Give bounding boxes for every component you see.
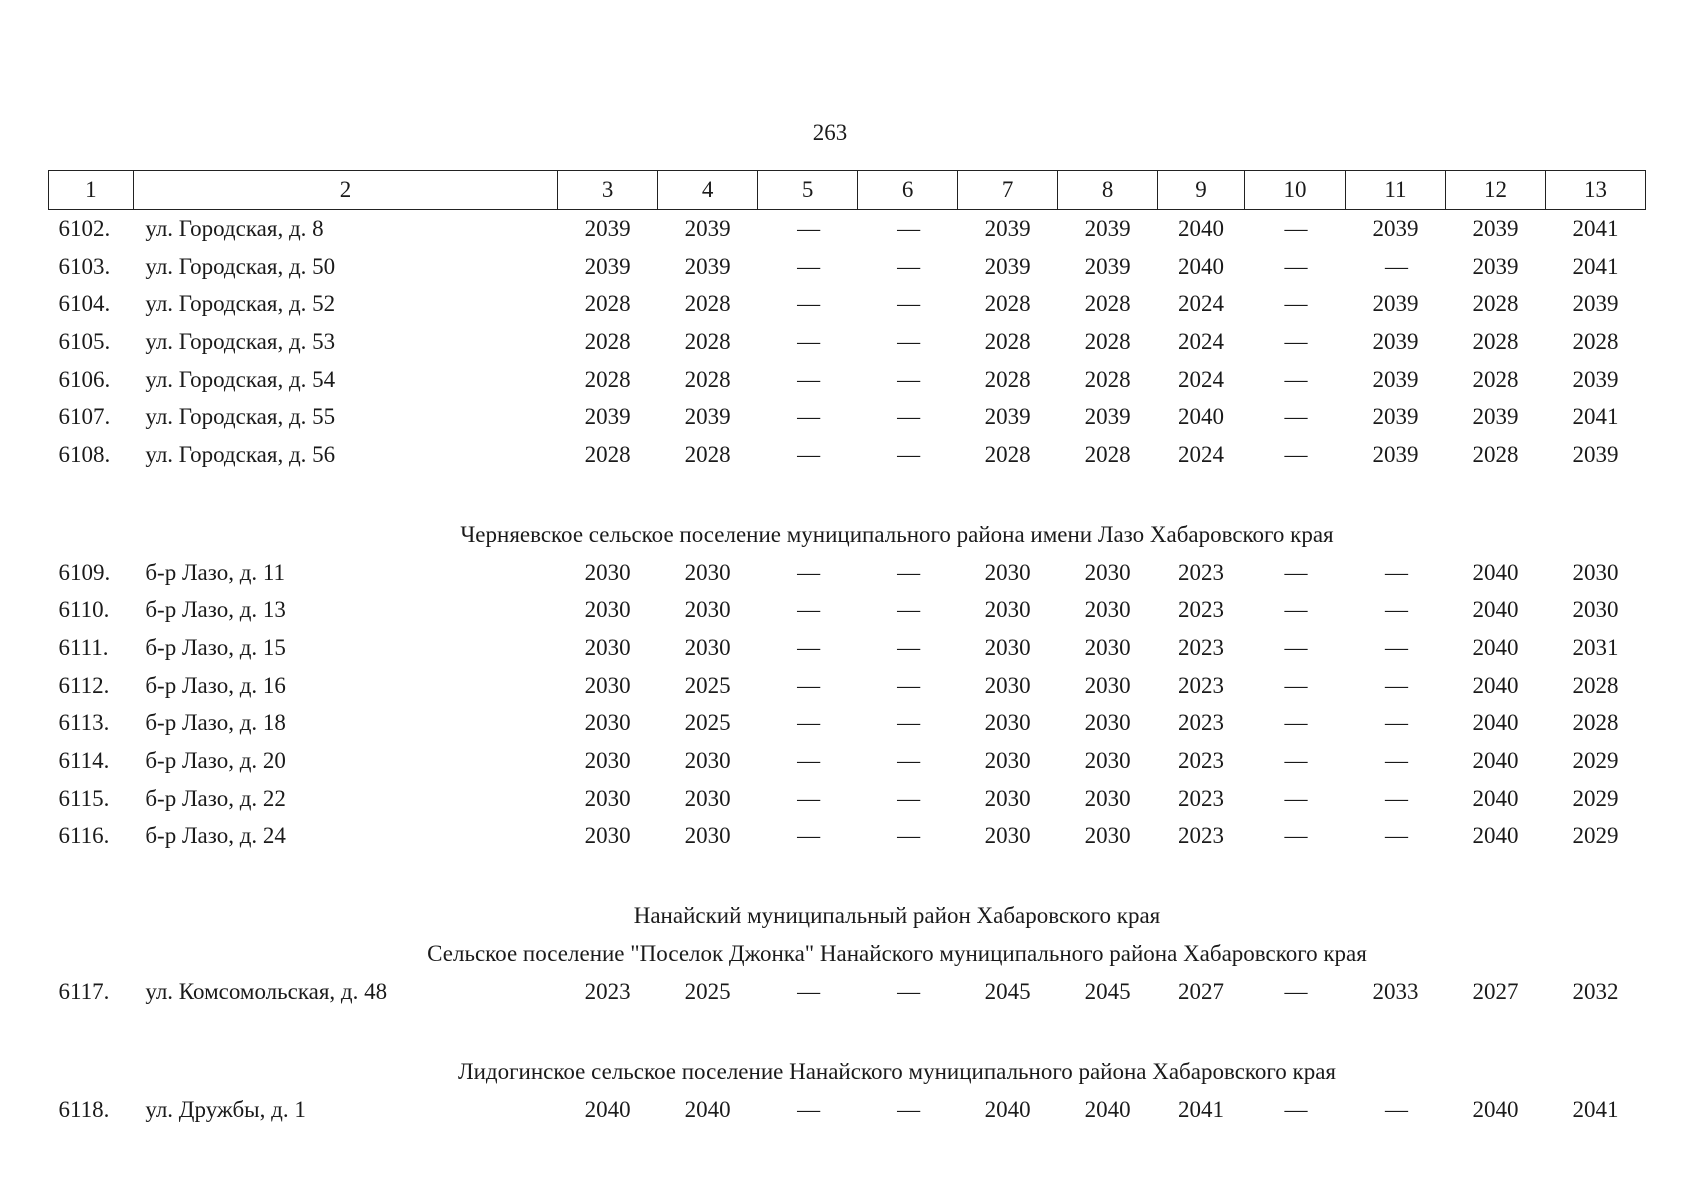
year-cell-col-10: —	[1284, 1096, 1306, 1122]
year-cell-col-12: 2039	[1472, 253, 1519, 279]
address-cell: б-р Лазо, д. 13	[145, 597, 286, 623]
year-cell-col-9: 2024	[1178, 328, 1225, 354]
address-cell: ул. Городская, д. 56	[145, 441, 336, 467]
row-number: 6102.	[58, 215, 111, 241]
year-cell-col-4: 2039	[684, 215, 731, 241]
year-cell-col-11: —	[1384, 672, 1406, 698]
row-number: 6106.	[58, 366, 111, 392]
year-cell-col-12: 2027	[1472, 979, 1519, 1005]
table-body	[49, 210, 1646, 1129]
year-cell-col-13: 2029	[1572, 823, 1619, 849]
row-number: 6109.	[58, 559, 111, 585]
year-cell-col-6: —	[897, 215, 919, 241]
year-cell-col-4: 2028	[684, 291, 731, 317]
year-cell-col-8: 2030	[1084, 748, 1131, 774]
year-cell-col-12: 2040	[1472, 559, 1519, 585]
year-cell-col-10: —	[1284, 366, 1306, 392]
section-title-row	[49, 1053, 1646, 1091]
year-cell-col-10: —	[1284, 404, 1306, 430]
section-title-row	[49, 897, 1646, 935]
table-row	[49, 1091, 1646, 1129]
year-cell-col-13: 2029	[1572, 785, 1619, 811]
year-cell-col-6: —	[897, 823, 919, 849]
year-cell-col-5: —	[797, 979, 819, 1005]
year-cell-col-12: 2039	[1472, 215, 1519, 241]
row-number: 6115.	[58, 785, 110, 811]
year-cell-col-5: —	[797, 441, 819, 467]
row-number: 6114.	[58, 748, 110, 774]
year-cell-col-5: —	[797, 253, 819, 279]
table-row	[49, 780, 1646, 818]
year-cell-col-7: 2030	[984, 559, 1031, 585]
year-cell-col-3: 2030	[584, 785, 631, 811]
year-cell-col-11: —	[1384, 559, 1406, 585]
year-cell-col-5: —	[797, 559, 819, 585]
row-number: 6110.	[58, 597, 110, 623]
year-cell-col-10: —	[1284, 785, 1306, 811]
year-cell-col-13: 2029	[1572, 748, 1619, 774]
year-cell-col-12: 2040	[1472, 785, 1519, 811]
table-row	[49, 285, 1646, 323]
column-header-13: 13	[1545, 171, 1645, 210]
year-cell-col-8: 2039	[1084, 253, 1131, 279]
year-cell-col-4: 2039	[684, 253, 731, 279]
year-cell-col-13: 2039	[1572, 441, 1619, 467]
year-cell-col-11: 2039	[1372, 291, 1419, 317]
year-cell-col-10: —	[1284, 253, 1306, 279]
year-cell-col-5: —	[797, 710, 819, 736]
column-header-5: 5	[758, 171, 858, 210]
column-header-2: 2	[133, 171, 557, 210]
year-cell-col-3: 2030	[584, 710, 631, 736]
year-cell-col-4: 2025	[684, 710, 731, 736]
column-number-header	[49, 171, 1646, 210]
year-cell-col-13: 2039	[1572, 291, 1619, 317]
year-cell-col-9: 2023	[1178, 635, 1225, 661]
row-number: 6118.	[58, 1096, 110, 1122]
year-cell-col-13: 2031	[1572, 635, 1619, 661]
year-cell-col-6: —	[897, 710, 919, 736]
year-cell-col-12: 2040	[1472, 635, 1519, 661]
year-cell-col-6: —	[897, 441, 919, 467]
year-cell-col-11: 2039	[1372, 328, 1419, 354]
row-number: 6103.	[58, 253, 111, 279]
year-cell-col-6: —	[897, 785, 919, 811]
column-header-10: 10	[1244, 171, 1345, 210]
year-cell-col-7: 2030	[984, 672, 1031, 698]
year-cell-col-12: 2028	[1472, 328, 1519, 354]
year-cell-col-3: 2040	[584, 1096, 631, 1122]
year-cell-col-7: 2028	[984, 328, 1031, 354]
year-cell-col-13: 2030	[1572, 597, 1619, 623]
address-cell: ул. Городская, д. 53	[145, 328, 336, 354]
table-row	[49, 398, 1646, 436]
section-title: Нанайский муниципальный район Хабаровского края	[633, 903, 1161, 929]
year-cell-col-4: 2030	[684, 635, 731, 661]
year-cell-col-11: —	[1384, 597, 1406, 623]
year-cell-col-6: —	[897, 635, 919, 661]
table-row	[49, 742, 1646, 780]
address-cell: ул. Городская, д. 50	[145, 253, 336, 279]
year-cell-col-6: —	[897, 366, 919, 392]
year-cell-col-8: 2030	[1084, 597, 1131, 623]
year-cell-col-13: 2041	[1572, 404, 1619, 430]
year-cell-col-13: 2028	[1572, 710, 1619, 736]
year-cell-col-5: —	[797, 635, 819, 661]
year-cell-col-8: 2030	[1084, 823, 1131, 849]
year-cell-col-6: —	[897, 979, 919, 1005]
year-cell-col-10: —	[1284, 328, 1306, 354]
year-cell-col-6: —	[897, 597, 919, 623]
year-cell-col-6: —	[897, 404, 919, 430]
year-cell-col-7: 2028	[984, 441, 1031, 467]
year-cell-col-9: 2041	[1178, 1096, 1225, 1122]
year-cell-col-9: 2027	[1178, 979, 1225, 1005]
year-cell-col-3: 2030	[584, 823, 631, 849]
year-cell-col-8: 2030	[1084, 672, 1131, 698]
table-row	[49, 436, 1646, 474]
year-cell-col-7: 2039	[984, 253, 1031, 279]
table-row	[49, 554, 1646, 592]
section-title-row	[49, 935, 1646, 973]
year-cell-col-11: 2033	[1372, 979, 1419, 1005]
year-cell-col-3: 2030	[584, 748, 631, 774]
year-cell-col-8: 2028	[1084, 366, 1131, 392]
row-number: 6111.	[58, 635, 109, 661]
year-cell-col-7: 2039	[984, 215, 1031, 241]
year-cell-col-9: 2023	[1178, 672, 1225, 698]
year-cell-col-9: 2040	[1178, 253, 1225, 279]
table-row	[49, 210, 1646, 248]
year-cell-col-10: —	[1284, 748, 1306, 774]
year-cell-col-3: 2028	[584, 441, 631, 467]
year-cell-col-12: 2040	[1472, 597, 1519, 623]
address-cell: б-р Лазо, д. 22	[145, 785, 286, 811]
year-cell-col-13: 2030	[1572, 559, 1619, 585]
year-cell-col-11: —	[1384, 823, 1406, 849]
year-cell-col-3: 2030	[584, 672, 631, 698]
row-number: 6104.	[58, 291, 111, 317]
year-cell-col-6: —	[897, 1096, 919, 1122]
year-cell-col-3: 2028	[584, 366, 631, 392]
address-cell: ул. Городская, д. 8	[145, 215, 324, 241]
year-cell-col-3: 2030	[584, 559, 631, 585]
year-cell-col-11: —	[1384, 635, 1406, 661]
year-cell-col-11: —	[1384, 253, 1406, 279]
year-cell-col-6: —	[897, 672, 919, 698]
year-cell-col-7: 2030	[984, 823, 1031, 849]
year-cell-col-5: —	[797, 328, 819, 354]
address-cell: ул. Комсомольская, д. 48	[145, 979, 388, 1005]
year-cell-col-4: 2028	[684, 328, 731, 354]
year-cell-col-13: 2039	[1572, 366, 1619, 392]
year-cell-col-9: 2024	[1178, 366, 1225, 392]
year-cell-col-10: —	[1284, 979, 1306, 1005]
row-number: 6113.	[58, 710, 110, 736]
year-cell-col-7: 2030	[984, 710, 1031, 736]
year-cell-col-6: —	[897, 748, 919, 774]
row-number: 6116.	[58, 823, 110, 849]
year-cell-col-6: —	[897, 253, 919, 279]
column-header-11: 11	[1345, 171, 1445, 210]
table-row	[49, 592, 1646, 630]
year-cell-col-12: 2028	[1472, 291, 1519, 317]
year-cell-col-5: —	[797, 291, 819, 317]
year-cell-col-4: 2040	[684, 1096, 731, 1122]
column-header-7: 7	[958, 171, 1058, 210]
year-cell-col-4: 2039	[684, 404, 731, 430]
table-row	[49, 667, 1646, 705]
year-cell-col-3: 2030	[584, 597, 631, 623]
year-cell-col-3: 2028	[584, 328, 631, 354]
year-cell-col-5: —	[797, 748, 819, 774]
year-cell-col-7: 2028	[984, 291, 1031, 317]
year-cell-col-11: —	[1384, 785, 1406, 811]
year-cell-col-12: 2040	[1472, 672, 1519, 698]
year-cell-col-5: —	[797, 404, 819, 430]
year-cell-col-12: 2028	[1472, 366, 1519, 392]
year-cell-col-9: 2023	[1178, 597, 1225, 623]
address-cell: ул. Городская, д. 52	[145, 291, 336, 317]
table-row	[49, 629, 1646, 667]
year-cell-col-10: —	[1284, 215, 1306, 241]
year-cell-col-6: —	[897, 328, 919, 354]
address-cell: б-р Лазо, д. 15	[145, 635, 286, 661]
year-cell-col-9: 2023	[1178, 785, 1225, 811]
address-cell: ул. Городская, д. 55	[145, 404, 336, 430]
table-row	[49, 818, 1646, 856]
year-cell-col-5: —	[797, 823, 819, 849]
year-cell-col-13: 2032	[1572, 979, 1619, 1005]
year-cell-col-7: 2030	[984, 635, 1031, 661]
year-cell-col-7: 2030	[984, 748, 1031, 774]
column-header-8: 8	[1058, 171, 1158, 210]
year-cell-col-12: 2040	[1472, 1096, 1519, 1122]
table-row	[49, 248, 1646, 286]
year-cell-col-13: 2028	[1572, 328, 1619, 354]
column-header-3: 3	[558, 171, 658, 210]
year-cell-col-4: 2030	[684, 785, 731, 811]
section-title: Лидогинское сельское поселение Нанайского муниципального района Хабаровского края	[458, 1059, 1336, 1084]
year-cell-col-9: 2023	[1178, 559, 1225, 585]
row-number: 6117.	[58, 979, 110, 1005]
year-cell-col-3: 2030	[584, 635, 631, 661]
year-cell-col-7: 2030	[984, 597, 1031, 623]
year-cell-col-4: 2030	[684, 559, 731, 585]
year-cell-col-8: 2030	[1084, 785, 1131, 811]
year-cell-col-8: 2028	[1084, 291, 1131, 317]
year-cell-col-10: —	[1284, 559, 1306, 585]
year-cell-col-9: 2023	[1178, 748, 1225, 774]
year-cell-col-3: 2039	[584, 404, 631, 430]
address-cell: б-р Лазо, д. 24	[145, 823, 286, 849]
column-header-12: 12	[1445, 171, 1545, 210]
section-title: Черняевское сельское поселение муниципального района имени Лазо Хабаровского края	[460, 521, 1334, 547]
year-cell-col-10: —	[1284, 635, 1306, 661]
year-cell-col-3: 2039	[584, 253, 631, 279]
column-header-6: 6	[858, 171, 958, 210]
year-cell-col-4: 2025	[684, 979, 731, 1005]
year-cell-col-7: 2039	[984, 404, 1031, 430]
register-table	[48, 170, 1646, 1129]
year-cell-col-5: —	[797, 672, 819, 698]
row-number: 6112.	[58, 672, 110, 698]
section-spacer	[49, 1011, 1646, 1053]
year-cell-col-10: —	[1284, 291, 1306, 317]
row-number: 6107.	[58, 404, 111, 430]
section-title: Сельское поселение "Поселок Джонка" Нанайского муниципального района Хабаровского края	[427, 941, 1367, 967]
year-cell-col-7: 2028	[984, 366, 1031, 392]
year-cell-col-7: 2030	[984, 785, 1031, 811]
year-cell-col-3: 2023	[584, 979, 631, 1005]
table-row	[49, 361, 1646, 399]
year-cell-col-5: —	[797, 215, 819, 241]
year-cell-col-13: 2041	[1572, 253, 1619, 279]
year-cell-col-3: 2028	[584, 291, 631, 317]
year-cell-col-4: 2030	[684, 823, 731, 849]
column-header-9: 9	[1158, 171, 1245, 210]
year-cell-col-9: 2023	[1178, 710, 1225, 736]
year-cell-col-10: —	[1284, 823, 1306, 849]
year-cell-col-8: 2039	[1084, 215, 1131, 241]
row-number: 6105.	[58, 328, 111, 354]
column-header-4: 4	[658, 171, 758, 210]
year-cell-col-10: —	[1284, 672, 1306, 698]
year-cell-col-11: 2039	[1372, 441, 1419, 467]
year-cell-col-13: 2041	[1572, 1096, 1619, 1122]
year-cell-col-11: 2039	[1372, 366, 1419, 392]
year-cell-col-7: 2045	[984, 979, 1031, 1005]
year-cell-col-4: 2025	[684, 672, 731, 698]
year-cell-col-10: —	[1284, 597, 1306, 623]
address-cell: ул. Дружбы, д. 1	[145, 1096, 306, 1122]
year-cell-col-12: 2040	[1472, 823, 1519, 849]
table-row	[49, 705, 1646, 743]
table-row	[49, 323, 1646, 361]
year-cell-col-9: 2024	[1178, 291, 1225, 317]
year-cell-col-9: 2040	[1178, 215, 1225, 241]
year-cell-col-4: 2028	[684, 441, 731, 467]
year-cell-col-8: 2039	[1084, 404, 1131, 430]
year-cell-col-5: —	[797, 597, 819, 623]
column-header-1: 1	[49, 171, 134, 210]
page-number: 263	[812, 120, 848, 145]
year-cell-col-8: 2030	[1084, 710, 1131, 736]
year-cell-col-11: —	[1384, 710, 1406, 736]
year-cell-col-5: —	[797, 785, 819, 811]
year-cell-col-6: —	[897, 559, 919, 585]
section-spacer	[49, 474, 1646, 516]
year-cell-col-7: 2040	[984, 1096, 1031, 1122]
address-cell: б-р Лазо, д. 18	[145, 710, 286, 736]
year-cell-col-12: 2040	[1472, 710, 1519, 736]
year-cell-col-11: —	[1384, 748, 1406, 774]
year-cell-col-6: —	[897, 291, 919, 317]
year-cell-col-5: —	[797, 1096, 819, 1122]
row-number: 6108.	[58, 441, 111, 467]
year-cell-col-8: 2040	[1084, 1096, 1131, 1122]
year-cell-col-4: 2030	[684, 597, 731, 623]
year-cell-col-8: 2045	[1084, 979, 1131, 1005]
year-cell-col-13: 2041	[1572, 215, 1619, 241]
year-cell-col-10: —	[1284, 441, 1306, 467]
section-spacer	[49, 855, 1646, 897]
year-cell-col-10: —	[1284, 710, 1306, 736]
year-cell-col-11: —	[1384, 1096, 1406, 1122]
year-cell-col-11: 2039	[1372, 404, 1419, 430]
year-cell-col-8: 2030	[1084, 559, 1131, 585]
year-cell-col-9: 2040	[1178, 404, 1225, 430]
year-cell-col-8: 2028	[1084, 328, 1131, 354]
table-row	[49, 973, 1646, 1011]
year-cell-col-9: 2024	[1178, 441, 1225, 467]
year-cell-col-12: 2039	[1472, 404, 1519, 430]
year-cell-col-11: 2039	[1372, 215, 1419, 241]
address-cell: ул. Городская, д. 54	[145, 366, 336, 392]
address-cell: б-р Лазо, д. 11	[145, 559, 286, 585]
year-cell-col-5: —	[797, 366, 819, 392]
year-cell-col-4: 2028	[684, 366, 731, 392]
year-cell-col-13: 2028	[1572, 672, 1619, 698]
year-cell-col-8: 2030	[1084, 635, 1131, 661]
year-cell-col-12: 2040	[1472, 748, 1519, 774]
address-cell: б-р Лазо, д. 20	[145, 748, 286, 774]
year-cell-col-8: 2028	[1084, 441, 1131, 467]
year-cell-col-3: 2039	[584, 215, 631, 241]
section-title-row	[49, 516, 1646, 554]
year-cell-col-4: 2030	[684, 748, 731, 774]
year-cell-col-12: 2028	[1472, 441, 1519, 467]
year-cell-col-9: 2023	[1178, 823, 1225, 849]
address-cell: б-р Лазо, д. 16	[145, 672, 286, 698]
